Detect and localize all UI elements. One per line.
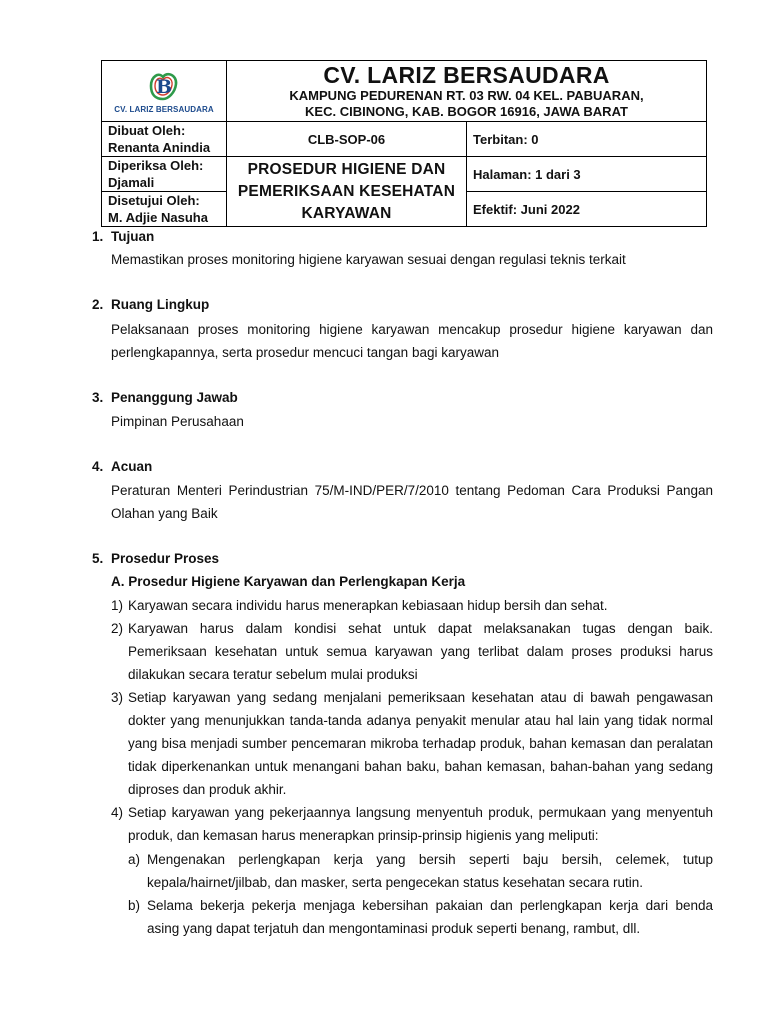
sub-list-item (128, 894, 713, 940)
section-number: 1. (92, 229, 104, 244)
section-title: Ruang Lingkup (111, 297, 210, 312)
section-title: Prosedur Proses (111, 551, 220, 566)
section-title: Acuan (111, 459, 153, 474)
section-heading (92, 229, 154, 244)
section-heading (92, 459, 152, 474)
document-header-table (101, 60, 707, 227)
section-number: 5. (92, 551, 104, 566)
section-text: Memastikan proses monitoring higiene karyawan sesuai dengan regulasi teknis terkait (111, 252, 626, 267)
title-line-3: KARYAWAN (301, 204, 392, 222)
sub-list-item-text: Selama bekerja pekerja menjaga kebersihan pakaian dan perlengkapan kerja dari benda asing yang dapat terjatuh dan mengontaminasi produk seperti benang, rambut, dll. (147, 898, 713, 936)
list-item-label: 2) (111, 621, 124, 636)
page-number: Halaman: 1 dari 3 (467, 157, 707, 192)
made-by-label: Dibuat Oleh: (108, 123, 186, 138)
logo-cell (102, 61, 227, 122)
svg-text:B: B (155, 75, 173, 98)
procedure-subtitle: A. Prosedur Higiene Karyawan dan Perlengkapan Kerja (111, 574, 466, 589)
approved-by-label: Disetujui Oleh: (108, 193, 200, 208)
section-heading (92, 297, 209, 312)
list-item-label: 3) (111, 690, 124, 705)
made-by-cell (102, 122, 227, 157)
section-heading (92, 390, 238, 405)
effective-date: Efektif: Juni 2022 (467, 192, 707, 227)
list-item (111, 594, 713, 617)
address-line-1: KAMPUNG PEDURENAN RT. 03 RW. 04 KEL. PABUARAN, (289, 88, 644, 103)
made-by-name: Renanta Anindia (108, 140, 211, 155)
company-logo-icon (146, 69, 182, 103)
company-cell (227, 61, 707, 122)
section-number: 4. (92, 459, 104, 474)
approved-by-cell (102, 192, 227, 227)
list-item-text: Setiap karyawan yang sedang menjalani pemeriksaan kesehatan atau di bawah pengawasan dokter yang menunjukkan tanda-tanda adanya penyakit menular atau hal lain yang tidak normal yang bisa menjadi sumber pencemaran mikroba terhadap produk, bahan kemasan dan peralatan tidak diperkenankan untuk menangani bahan baku, bahan kemasan, bahan-bahan yang sedang diproses dan produk akhir. (128, 690, 713, 797)
issue-number: Terbitan: 0 (467, 122, 707, 157)
address-line-2: KEC. CIBINONG, KAB. BOGOR 16916, JAWA BARAT (305, 104, 628, 119)
doc-code: CLB-SOP-06 (227, 122, 467, 157)
section-heading (92, 551, 219, 566)
section-title: Penanggung Jawab (111, 390, 238, 405)
document-title (227, 157, 467, 227)
logo-text: CV. LARIZ BERSAUDARA (114, 104, 214, 114)
section-text: Peraturan Menteri Perindustrian 75/M-IND/PER/7/2010 tentang Pedoman Cara Produksi Pangan Olahan yang Baik (111, 483, 713, 521)
checked-by-label: Diperiksa Oleh: (108, 158, 204, 173)
section-text: Pimpinan Perusahaan (111, 414, 244, 429)
sub-list-item-label: b) (128, 898, 141, 913)
section-text: Pelaksanaan proses monitoring higiene karyawan mencakup prosedur higiene karyawan dan perlengkapannya, serta prosedur mencuci tangan bagi karyawan (111, 322, 713, 360)
checked-by-name: Djamali (108, 175, 155, 190)
list-item (111, 617, 713, 686)
section-title: Tujuan (111, 229, 155, 244)
checked-by-cell (102, 157, 227, 192)
title-line-2: PEMERIKSAAN KESEHATAN (237, 182, 456, 200)
section-number: 2. (92, 297, 104, 312)
list-item-label: 1) (111, 598, 124, 613)
list-item (111, 686, 713, 801)
sub-list-item-label: a) (128, 852, 141, 867)
section-number: 3. (92, 390, 104, 405)
list-item (111, 801, 713, 847)
list-item-text: Setiap karyawan yang pekerjaannya langsung menyentuh produk, permukaan yang menyentuh produk, dan kemasan harus menerapkan prinsip-prinsip higienis yang meliputi: (128, 805, 713, 843)
approved-by-name: M. Adjie Nasuha (108, 210, 208, 225)
sub-list-item (128, 848, 713, 894)
list-item-text: Karyawan secara individu harus menerapkan kebiasaan hidup bersih dan sehat. (128, 598, 608, 613)
company-name: CV. LARIZ BERSAUDARA (323, 62, 610, 88)
sub-list-item-text: Mengenakan perlengkapan kerja yang bersih seperti baju bersih, celemek, tutup kepala/hairnet/jilbab, dan masker, serta pengecekan status kesehatan secara rutin. (147, 852, 713, 890)
list-item-label: 4) (111, 805, 124, 820)
list-item-text: Karyawan harus dalam kondisi sehat untuk dapat melaksanakan tugas dengan baik. Pemeriksaan kesehatan untuk semua karyawan yang terlibat dalam proses produksi harus dilakukan secara teratur sebelum mulai produksi (128, 621, 713, 682)
title-line-1: PROSEDUR HIGIENE DAN (247, 160, 446, 178)
